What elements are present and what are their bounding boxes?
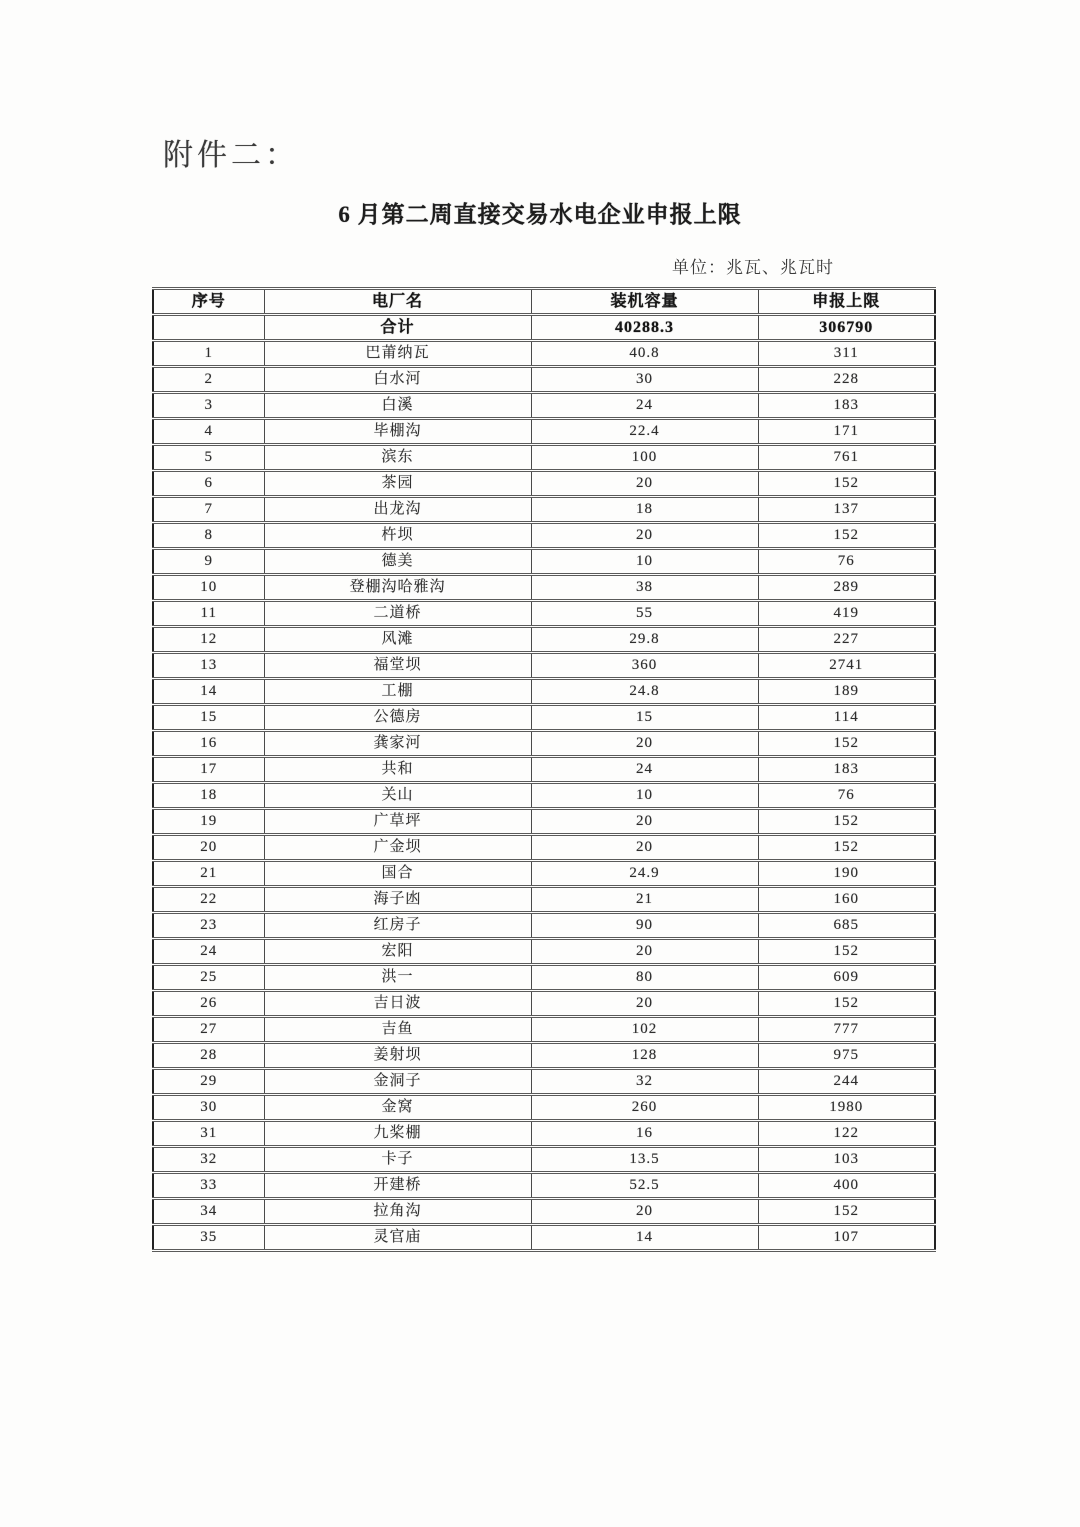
cell-limit: 761 bbox=[758, 445, 935, 471]
cell-name: 风滩 bbox=[264, 627, 531, 653]
cell-capacity: 32 bbox=[531, 1069, 758, 1095]
cell-capacity: 102 bbox=[531, 1017, 758, 1043]
cell-capacity: 20 bbox=[531, 1199, 758, 1225]
cell-no: 12 bbox=[153, 627, 264, 653]
cell-name: 金窝 bbox=[264, 1095, 531, 1121]
table-row bbox=[153, 601, 935, 627]
cell-capacity: 13.5 bbox=[531, 1147, 758, 1173]
table-row bbox=[153, 471, 935, 497]
header-cell-name: 电厂名 bbox=[264, 289, 531, 315]
cell-capacity: 20 bbox=[531, 471, 758, 497]
cell-no: 27 bbox=[153, 1017, 264, 1043]
cell-limit: 107 bbox=[758, 1225, 935, 1251]
cell-no: 4 bbox=[153, 419, 264, 445]
cell-limit: 609 bbox=[758, 965, 935, 991]
cell-no: 18 bbox=[153, 783, 264, 809]
cell-capacity: 360 bbox=[531, 653, 758, 679]
cell-no: 14 bbox=[153, 679, 264, 705]
cell-name: 拉角沟 bbox=[264, 1199, 531, 1225]
cell-no: 10 bbox=[153, 575, 264, 601]
cell-no: 19 bbox=[153, 809, 264, 835]
cell-capacity: 24.9 bbox=[531, 861, 758, 887]
cell-no: 23 bbox=[153, 913, 264, 939]
cell-capacity: 10 bbox=[531, 783, 758, 809]
table-row bbox=[153, 991, 935, 1017]
cell-limit: 152 bbox=[758, 523, 935, 549]
table-row bbox=[153, 1043, 935, 1069]
cell-name: 龚家河 bbox=[264, 731, 531, 757]
table-row bbox=[153, 367, 935, 393]
cell-name: 德美 bbox=[264, 549, 531, 575]
cell-name: 卡子 bbox=[264, 1147, 531, 1173]
total-cell-capacity: 40288.3 bbox=[531, 315, 758, 341]
total-cell-name: 合计 bbox=[264, 315, 531, 341]
table-row bbox=[153, 1173, 935, 1199]
cell-name: 登棚沟哈雅沟 bbox=[264, 575, 531, 601]
cell-name: 国合 bbox=[264, 861, 531, 887]
cell-limit: 311 bbox=[758, 341, 935, 367]
cell-limit: 152 bbox=[758, 471, 935, 497]
cell-limit: 152 bbox=[758, 809, 935, 835]
cell-no: 34 bbox=[153, 1199, 264, 1225]
cell-capacity: 90 bbox=[531, 913, 758, 939]
cell-no: 32 bbox=[153, 1147, 264, 1173]
cell-limit: 400 bbox=[758, 1173, 935, 1199]
cell-name: 九桨棚 bbox=[264, 1121, 531, 1147]
table-row bbox=[153, 445, 935, 471]
cell-limit: 152 bbox=[758, 939, 935, 965]
table-row bbox=[153, 1095, 935, 1121]
cell-capacity: 15 bbox=[531, 705, 758, 731]
cell-name: 福堂坝 bbox=[264, 653, 531, 679]
cell-limit: 183 bbox=[758, 393, 935, 419]
cell-name: 洪一 bbox=[264, 965, 531, 991]
cell-no: 7 bbox=[153, 497, 264, 523]
cell-name: 红房子 bbox=[264, 913, 531, 939]
unit-note: 单位：兆瓦、兆瓦时 bbox=[672, 258, 834, 277]
cell-limit: 244 bbox=[758, 1069, 935, 1095]
cell-limit: 685 bbox=[758, 913, 935, 939]
table-row bbox=[153, 575, 935, 601]
cell-no: 17 bbox=[153, 757, 264, 783]
cell-capacity: 128 bbox=[531, 1043, 758, 1069]
cell-no: 24 bbox=[153, 939, 264, 965]
table-row bbox=[153, 653, 935, 679]
cell-capacity: 20 bbox=[531, 523, 758, 549]
table-row bbox=[153, 549, 935, 575]
cell-no: 5 bbox=[153, 445, 264, 471]
cell-limit: 152 bbox=[758, 991, 935, 1017]
cell-no: 13 bbox=[153, 653, 264, 679]
cell-name: 关山 bbox=[264, 783, 531, 809]
cell-name: 开建桥 bbox=[264, 1173, 531, 1199]
cell-no: 30 bbox=[153, 1095, 264, 1121]
table-row bbox=[153, 887, 935, 913]
table-row bbox=[153, 1121, 935, 1147]
cell-limit: 122 bbox=[758, 1121, 935, 1147]
cell-no: 25 bbox=[153, 965, 264, 991]
total-cell-no bbox=[153, 315, 264, 341]
cell-no: 16 bbox=[153, 731, 264, 757]
table-row bbox=[153, 783, 935, 809]
table-row bbox=[153, 861, 935, 887]
plants-table bbox=[152, 287, 936, 1252]
cell-capacity: 20 bbox=[531, 991, 758, 1017]
total-cell-limit: 306790 bbox=[758, 315, 935, 341]
cell-capacity: 260 bbox=[531, 1095, 758, 1121]
cell-no: 9 bbox=[153, 549, 264, 575]
cell-no: 6 bbox=[153, 471, 264, 497]
cell-capacity: 24 bbox=[531, 393, 758, 419]
table-row bbox=[153, 1069, 935, 1095]
cell-name: 二道桥 bbox=[264, 601, 531, 627]
cell-limit: 103 bbox=[758, 1147, 935, 1173]
cell-limit: 137 bbox=[758, 497, 935, 523]
table-row bbox=[153, 341, 935, 367]
table-row bbox=[153, 1199, 935, 1225]
cell-no: 31 bbox=[153, 1121, 264, 1147]
cell-no: 28 bbox=[153, 1043, 264, 1069]
table-row bbox=[153, 835, 935, 861]
cell-limit: 152 bbox=[758, 1199, 935, 1225]
table-row bbox=[153, 627, 935, 653]
cell-limit: 419 bbox=[758, 601, 935, 627]
table-row bbox=[153, 523, 935, 549]
cell-name: 姜射坝 bbox=[264, 1043, 531, 1069]
cell-capacity: 10 bbox=[531, 549, 758, 575]
cell-capacity: 80 bbox=[531, 965, 758, 991]
cell-limit: 1980 bbox=[758, 1095, 935, 1121]
cell-capacity: 29.8 bbox=[531, 627, 758, 653]
header-cell-capacity: 装机容量 bbox=[531, 289, 758, 315]
cell-name: 吉日波 bbox=[264, 991, 531, 1017]
cell-name: 宏阳 bbox=[264, 939, 531, 965]
table-body bbox=[153, 315, 935, 1251]
table-row bbox=[153, 1225, 935, 1251]
cell-limit: 152 bbox=[758, 835, 935, 861]
cell-name: 灵官庙 bbox=[264, 1225, 531, 1251]
cell-capacity: 30 bbox=[531, 367, 758, 393]
table-row bbox=[153, 913, 935, 939]
cell-capacity: 20 bbox=[531, 939, 758, 965]
cell-limit: 189 bbox=[758, 679, 935, 705]
cell-limit: 2741 bbox=[758, 653, 935, 679]
table-row bbox=[153, 679, 935, 705]
table-row bbox=[153, 809, 935, 835]
cell-no: 15 bbox=[153, 705, 264, 731]
table-row bbox=[153, 939, 935, 965]
page-title: 6 月第二周直接交易水电企业申报上限 bbox=[338, 202, 742, 227]
cell-name: 金洞子 bbox=[264, 1069, 531, 1095]
cell-no: 29 bbox=[153, 1069, 264, 1095]
cell-no: 35 bbox=[153, 1225, 264, 1251]
cell-name: 白溪 bbox=[264, 393, 531, 419]
table-row bbox=[153, 393, 935, 419]
table-row bbox=[153, 965, 935, 991]
cell-limit: 76 bbox=[758, 549, 935, 575]
attachment-label: 附件二： bbox=[163, 139, 299, 172]
cell-limit: 76 bbox=[758, 783, 935, 809]
cell-limit: 777 bbox=[758, 1017, 935, 1043]
table-row bbox=[153, 497, 935, 523]
cell-capacity: 20 bbox=[531, 731, 758, 757]
cell-capacity: 55 bbox=[531, 601, 758, 627]
header-cell-no: 序号 bbox=[153, 289, 264, 315]
table-row bbox=[153, 757, 935, 783]
header-cell-limit: 申报上限 bbox=[758, 289, 935, 315]
cell-capacity: 18 bbox=[531, 497, 758, 523]
cell-no: 11 bbox=[153, 601, 264, 627]
cell-limit: 160 bbox=[758, 887, 935, 913]
cell-limit: 975 bbox=[758, 1043, 935, 1069]
cell-capacity: 24.8 bbox=[531, 679, 758, 705]
cell-name: 工棚 bbox=[264, 679, 531, 705]
cell-limit: 114 bbox=[758, 705, 935, 731]
cell-no: 20 bbox=[153, 835, 264, 861]
cell-name: 吉鱼 bbox=[264, 1017, 531, 1043]
cell-capacity: 16 bbox=[531, 1121, 758, 1147]
cell-name: 广金坝 bbox=[264, 835, 531, 861]
cell-name: 白水河 bbox=[264, 367, 531, 393]
cell-no: 3 bbox=[153, 393, 264, 419]
cell-capacity: 21 bbox=[531, 887, 758, 913]
cell-capacity: 100 bbox=[531, 445, 758, 471]
cell-capacity: 20 bbox=[531, 835, 758, 861]
table-row bbox=[153, 705, 935, 731]
cell-no: 1 bbox=[153, 341, 264, 367]
cell-limit: 228 bbox=[758, 367, 935, 393]
cell-limit: 289 bbox=[758, 575, 935, 601]
cell-name: 巴莆纳瓦 bbox=[264, 341, 531, 367]
cell-name: 公德房 bbox=[264, 705, 531, 731]
cell-capacity: 22.4 bbox=[531, 419, 758, 445]
cell-limit: 227 bbox=[758, 627, 935, 653]
cell-name: 杵坝 bbox=[264, 523, 531, 549]
cell-no: 26 bbox=[153, 991, 264, 1017]
cell-capacity: 52.5 bbox=[531, 1173, 758, 1199]
cell-capacity: 14 bbox=[531, 1225, 758, 1251]
cell-no: 21 bbox=[153, 861, 264, 887]
cell-no: 8 bbox=[153, 523, 264, 549]
total-row bbox=[153, 315, 935, 341]
header-row bbox=[153, 289, 935, 315]
cell-capacity: 38 bbox=[531, 575, 758, 601]
table-row bbox=[153, 419, 935, 445]
cell-name: 广草坪 bbox=[264, 809, 531, 835]
cell-capacity: 24 bbox=[531, 757, 758, 783]
cell-name: 共和 bbox=[264, 757, 531, 783]
cell-no: 2 bbox=[153, 367, 264, 393]
cell-limit: 183 bbox=[758, 757, 935, 783]
cell-no: 22 bbox=[153, 887, 264, 913]
cell-no: 33 bbox=[153, 1173, 264, 1199]
table-container bbox=[152, 287, 934, 1252]
cell-capacity: 40.8 bbox=[531, 341, 758, 367]
cell-limit: 190 bbox=[758, 861, 935, 887]
cell-name: 海子凼 bbox=[264, 887, 531, 913]
cell-name: 毕棚沟 bbox=[264, 419, 531, 445]
table-row bbox=[153, 1017, 935, 1043]
cell-limit: 152 bbox=[758, 731, 935, 757]
cell-capacity: 20 bbox=[531, 809, 758, 835]
cell-name: 滨东 bbox=[264, 445, 531, 471]
table-row bbox=[153, 1147, 935, 1173]
cell-name: 出龙沟 bbox=[264, 497, 531, 523]
table-row bbox=[153, 731, 935, 757]
cell-name: 茶园 bbox=[264, 471, 531, 497]
cell-limit: 171 bbox=[758, 419, 935, 445]
